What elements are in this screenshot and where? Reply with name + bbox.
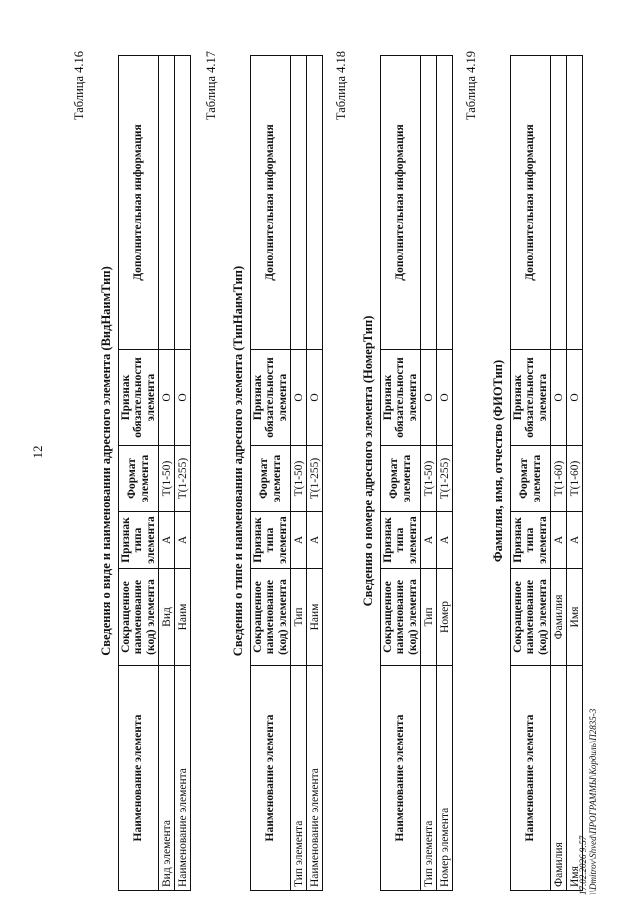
header-type: Признак типа элемента — [251, 512, 291, 569]
cell-info — [551, 56, 567, 350]
table-row — [175, 56, 191, 891]
cell-code: Тип — [291, 569, 307, 666]
table-row — [291, 56, 307, 891]
table-number: Таблица 4.19 — [464, 51, 478, 121]
header-name: Наименование элемента — [119, 666, 159, 891]
header-row — [381, 56, 421, 891]
header-required: Признак обязательности элемента — [511, 350, 551, 446]
cell-format: T(1-255) — [307, 446, 323, 512]
header-code: Сокращенное наименование (код) элемента — [511, 569, 551, 666]
table-row — [437, 56, 453, 891]
header-name: Наименование элемента — [511, 666, 551, 891]
cell-code: Имя — [567, 569, 583, 666]
data-table — [250, 55, 323, 891]
header-code: Сокращенное наименование (код) элемента — [381, 569, 421, 666]
table-block-4-17 — [204, 31, 323, 891]
header-info: Дополнительная информация — [381, 56, 421, 350]
data-table — [510, 55, 583, 891]
header-type: Признак типа элемента — [119, 512, 159, 569]
cell-format: T(1-50) — [291, 446, 307, 512]
table-number: Таблица 4.18 — [334, 51, 348, 121]
cell-name: Тип элемента — [421, 666, 437, 891]
footer-filepath: \\Dmitrov\Shved\ПРОГРАММЫ\Кордиль\П2835-3 — [588, 708, 598, 895]
cell-code: Фамилия — [551, 569, 567, 666]
cell-info — [159, 56, 175, 350]
cell-name: Номер элемента — [437, 666, 453, 891]
table-row — [159, 56, 175, 891]
cell-format: T(1-50) — [421, 446, 437, 512]
cell-required: O — [307, 350, 323, 446]
cell-code: Наим — [175, 569, 191, 666]
header-code: Сокращенное наименование (код) элемента — [251, 569, 291, 666]
header-type: Признак типа элемента — [381, 512, 421, 569]
header-required: Признак обязательности элемента — [251, 350, 291, 446]
cell-code: Тип — [421, 569, 437, 666]
cell-name: Имя — [567, 666, 583, 891]
cell-format: T(1-60) — [551, 446, 567, 512]
header-format: Формат элемента — [119, 446, 159, 512]
page-number: 12 — [30, 445, 45, 459]
header-info: Дополнительная информация — [251, 56, 291, 350]
cell-code: Вид — [159, 569, 175, 666]
cell-info — [291, 56, 307, 350]
cell-required: O — [567, 350, 583, 446]
cell-required: O — [175, 350, 191, 446]
header-info: Дополнительная информация — [119, 56, 159, 350]
data-table — [118, 55, 191, 891]
cell-name: Фамилия — [551, 666, 567, 891]
cell-info — [175, 56, 191, 350]
cell-format: T(1-255) — [437, 446, 453, 512]
cell-required: O — [159, 350, 175, 446]
cell-code: Наим — [307, 569, 323, 666]
table-number: Таблица 4.16 — [72, 51, 86, 121]
header-required: Признак обязательности элемента — [119, 350, 159, 446]
data-table — [380, 55, 453, 891]
cell-format: T(1-50) — [159, 446, 175, 512]
cell-code: Номер — [437, 569, 453, 666]
cell-name: Наименование элемента — [175, 666, 191, 891]
cell-required: O — [437, 350, 453, 446]
table-caption: Сведения о виде и наименовании адресного элемента (ВидНаимТип) — [99, 266, 113, 656]
cell-required: O — [421, 350, 437, 446]
cell-name: Тип элемента — [291, 666, 307, 891]
header-required: Признак обязательности элемента — [381, 350, 421, 446]
cell-type: A — [307, 512, 323, 569]
cell-type: A — [421, 512, 437, 569]
table-caption: Сведения о номере адресного элемента (НомерТип) — [361, 315, 375, 607]
cell-type: A — [291, 512, 307, 569]
cell-type: A — [551, 512, 567, 569]
cell-type: A — [567, 512, 583, 569]
table-row — [551, 56, 567, 891]
cell-type: A — [159, 512, 175, 569]
cell-name: Наименование элемента — [307, 666, 323, 891]
header-row — [511, 56, 551, 891]
cell-type: A — [175, 512, 191, 569]
header-format: Формат элемента — [251, 446, 291, 512]
cell-info — [437, 56, 453, 350]
print-footer — [578, 709, 598, 895]
cell-required: O — [291, 350, 307, 446]
cell-required: O — [551, 350, 567, 446]
cell-info — [567, 56, 583, 350]
cell-name: Вид элемента — [159, 666, 175, 891]
cell-type: A — [437, 512, 453, 569]
table-number: Таблица 4.17 — [204, 51, 218, 121]
table-caption: Сведения о типе и наименовании адресного элемента (ТипНаимТип) — [231, 265, 245, 657]
header-format: Формат элемента — [381, 446, 421, 512]
table-caption: Фамилия, имя, отчество (ФИОТип) — [491, 359, 505, 563]
cell-format: T(1-60) — [567, 446, 583, 512]
header-code: Сокращенное наименование (код) элемента — [119, 569, 159, 666]
header-format: Формат элемента — [511, 446, 551, 512]
header-info: Дополнительная информация — [511, 56, 551, 350]
table-block-4-16 — [72, 31, 191, 891]
cell-info — [307, 56, 323, 350]
cell-format: T(1-255) — [175, 446, 191, 512]
cell-info — [421, 56, 437, 350]
header-name: Наименование элемента — [251, 666, 291, 891]
footer-timestamp: 17.02.2026 9:57 — [578, 835, 588, 895]
table-block-4-19 — [464, 31, 583, 891]
header-name: Наименование элемента — [381, 666, 421, 891]
header-row — [251, 56, 291, 891]
table-row — [421, 56, 437, 891]
table-block-4-18 — [334, 31, 453, 891]
header-row — [119, 56, 159, 891]
header-type: Признак типа элемента — [511, 512, 551, 569]
table-row — [307, 56, 323, 891]
